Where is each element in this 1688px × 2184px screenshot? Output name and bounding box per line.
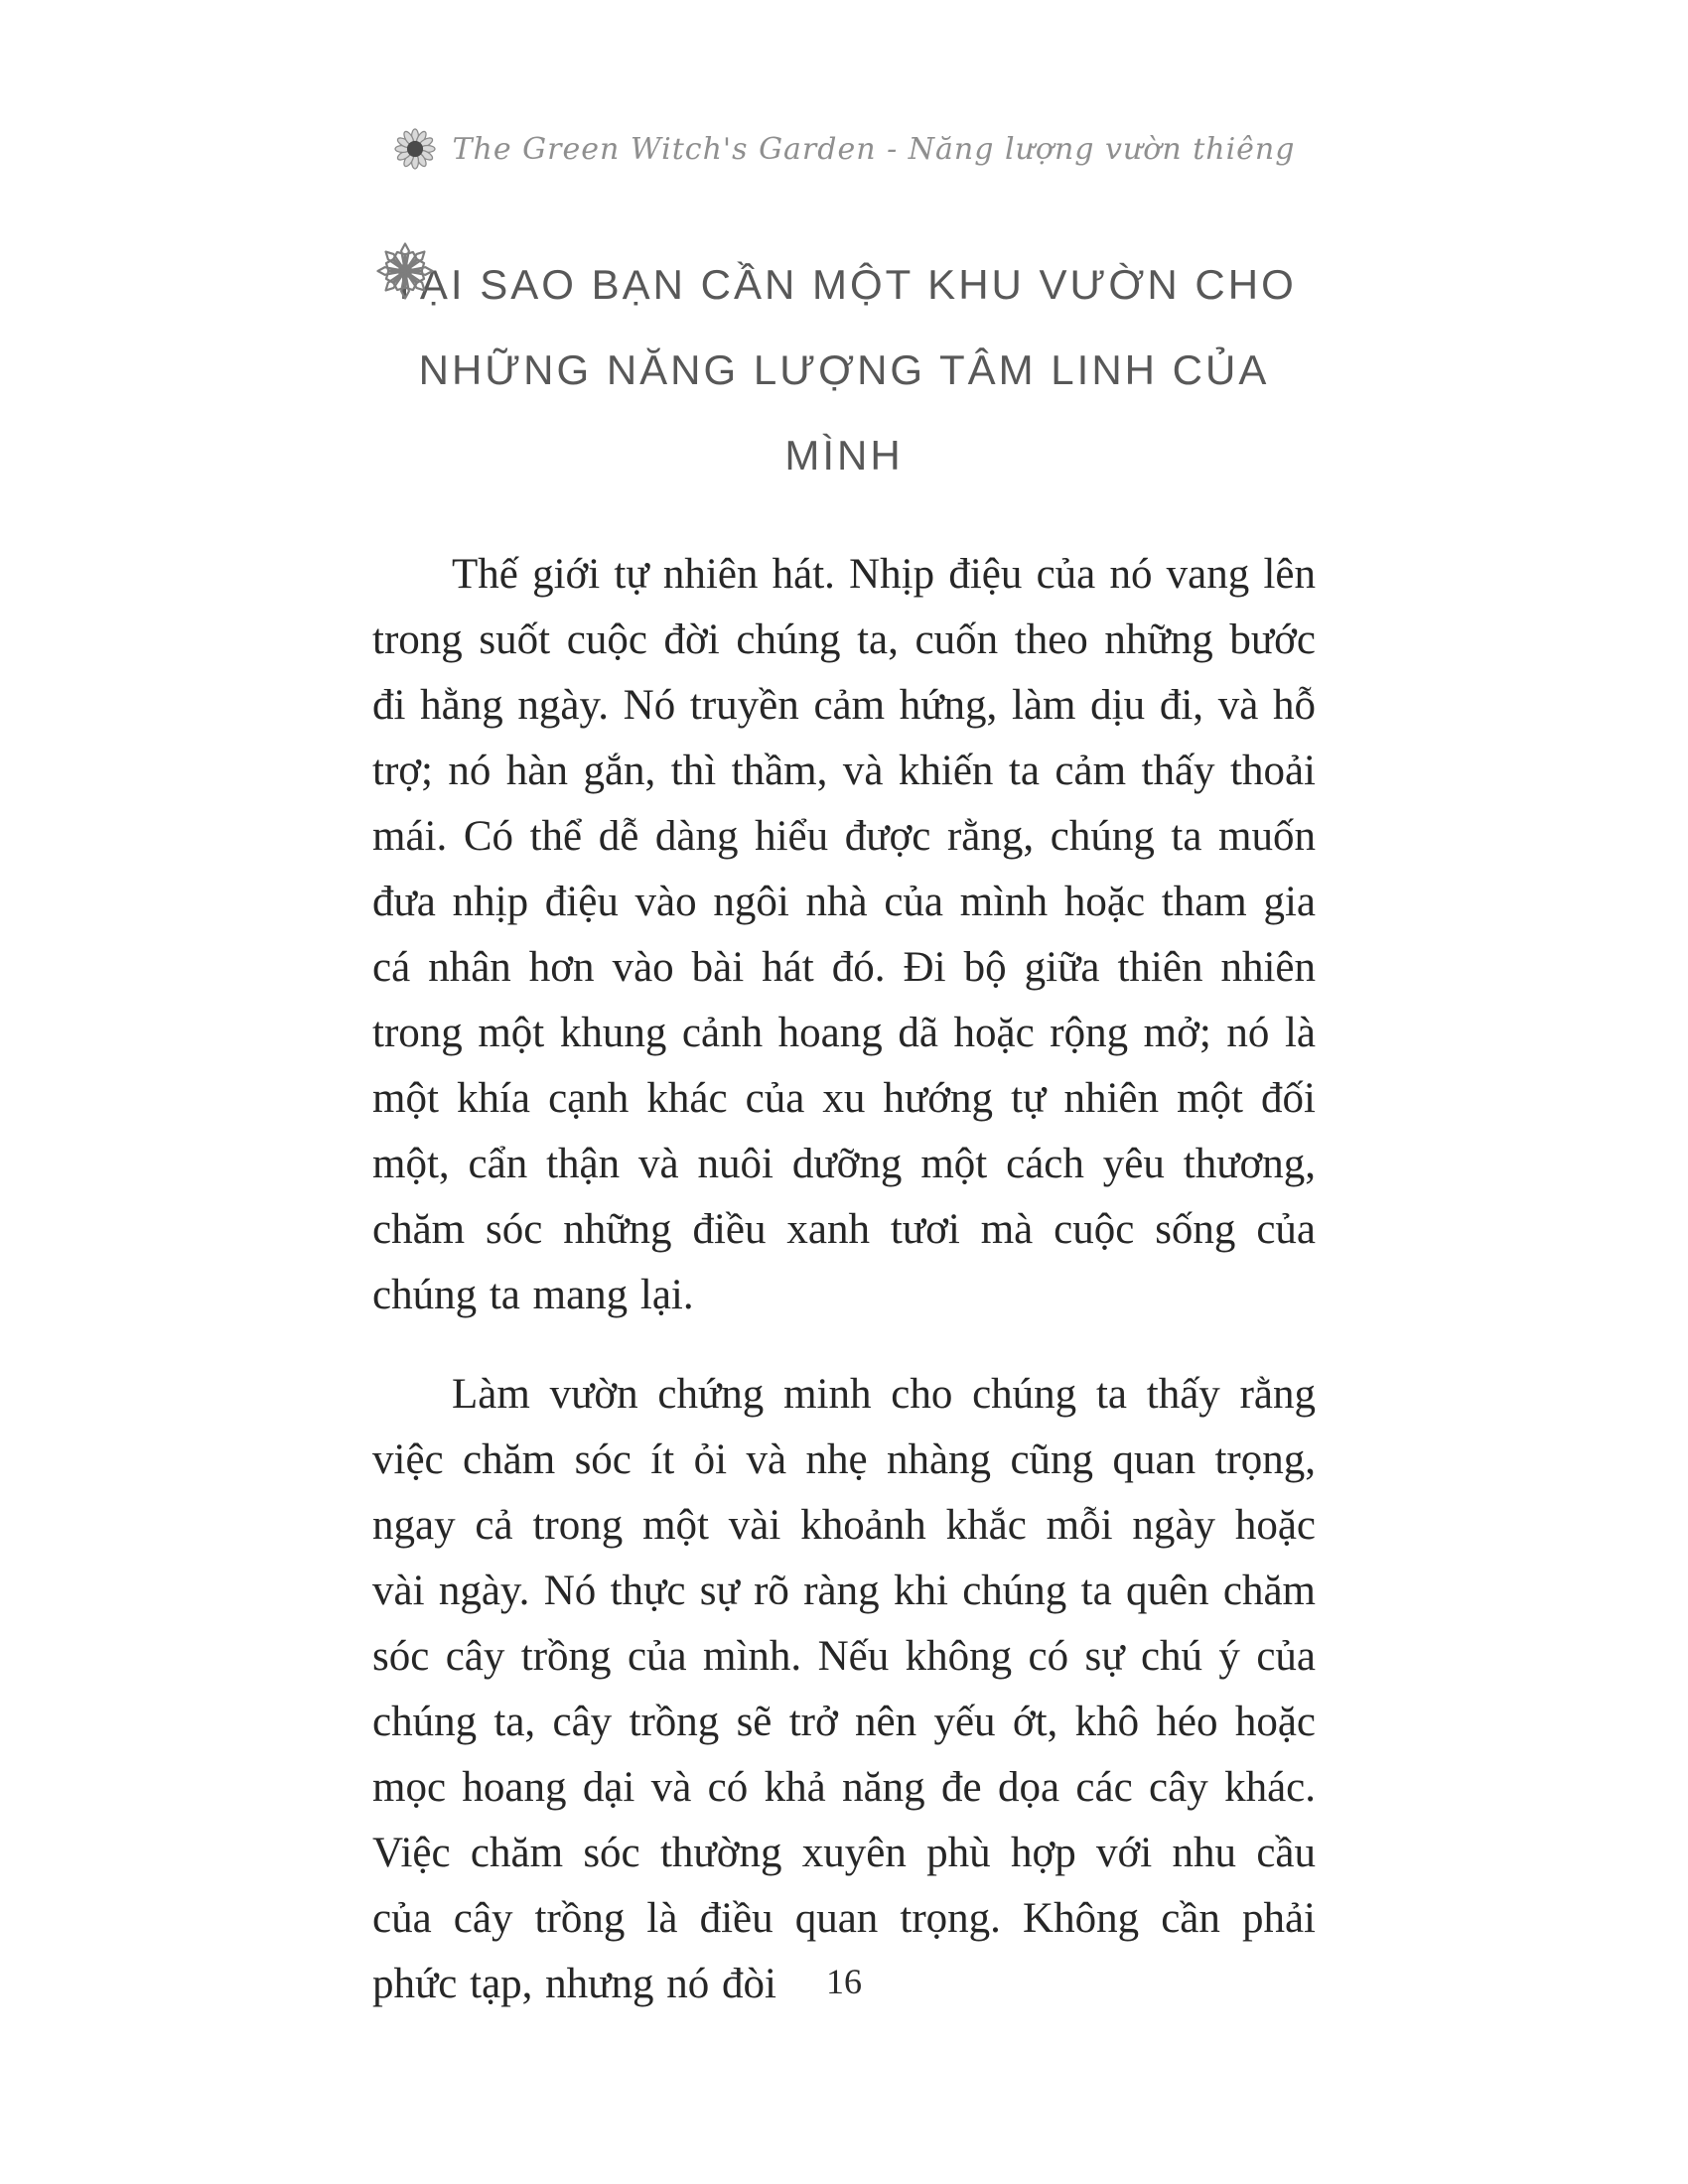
sunflower-icon [393, 127, 437, 171]
page-content [372, 0, 1316, 2017]
running-header [372, 127, 1316, 171]
chapter-title-line-1: TẠI SAO BẠN CẦN MỘT KHU VƯỜN CHO [391, 261, 1297, 308]
page-number: 16 [826, 1962, 862, 2001]
paragraph-2: Làm vườn chứng minh cho chúng ta thấy rằng việc chăm sóc ít ỏi và nhẹ nhàng cũng quan trọng, ngay cả trong một vài khoảnh khắc mỗi ngày hoặc vài ngày. Nó thực sự rõ ràng khi chúng ta quên chăm sóc cây trồng của mình. Nếu không có sự chú ý của chúng ta, cây trồng sẽ trở nên yếu ớt, khô héo hoặc mọc hoang dại và có khả năng đe dọa các cây khác. Việc chăm sóc thường xuyên phù hợp với nhu cầu của cây trồng là điều quan trọng. Không cần phải phức tạp, nhưng nó đòi [372, 1371, 1316, 2007]
chapter-title-line-2: NHỮNG NĂNG LƯỢNG TÂM LINH CỦA MÌNH [418, 346, 1270, 478]
chapter-title [372, 242, 1316, 498]
running-header-title: The Green Witch's Garden - Năng lượng vườn thiêng [452, 131, 1296, 167]
page-footer [372, 1961, 1316, 2002]
paragraph-1: Thế giới tự nhiên hát. Nhịp điệu của nó vang lên trong suốt cuộc đời chúng ta, cuốn theo những bước đi hằng ngày. Nó truyền cảm hứng, làm dịu đi, và hỗ trợ; nó hàn gắn, thì thầm, và khiến ta cảm thấy thoải mái. Có thể dễ dàng hiểu được rằng, chúng ta muốn đưa nhịp điệu vào ngôi nhà của mình hoặc tham gia cá nhân hơn vào bài hát đó. Đi bộ giữa thiên nhiên trong một khung cảnh hoang dã hoặc rộng mở; nó là một khía cạnh khác của xu hướng tự nhiên một đối một, cẩn thận và nuôi dưỡng một cách yêu thương, chăm sóc những điều xanh tươi mà cuộc sống của chúng ta mang lại. [372, 551, 1316, 1318]
flower-icon [372, 238, 438, 304]
